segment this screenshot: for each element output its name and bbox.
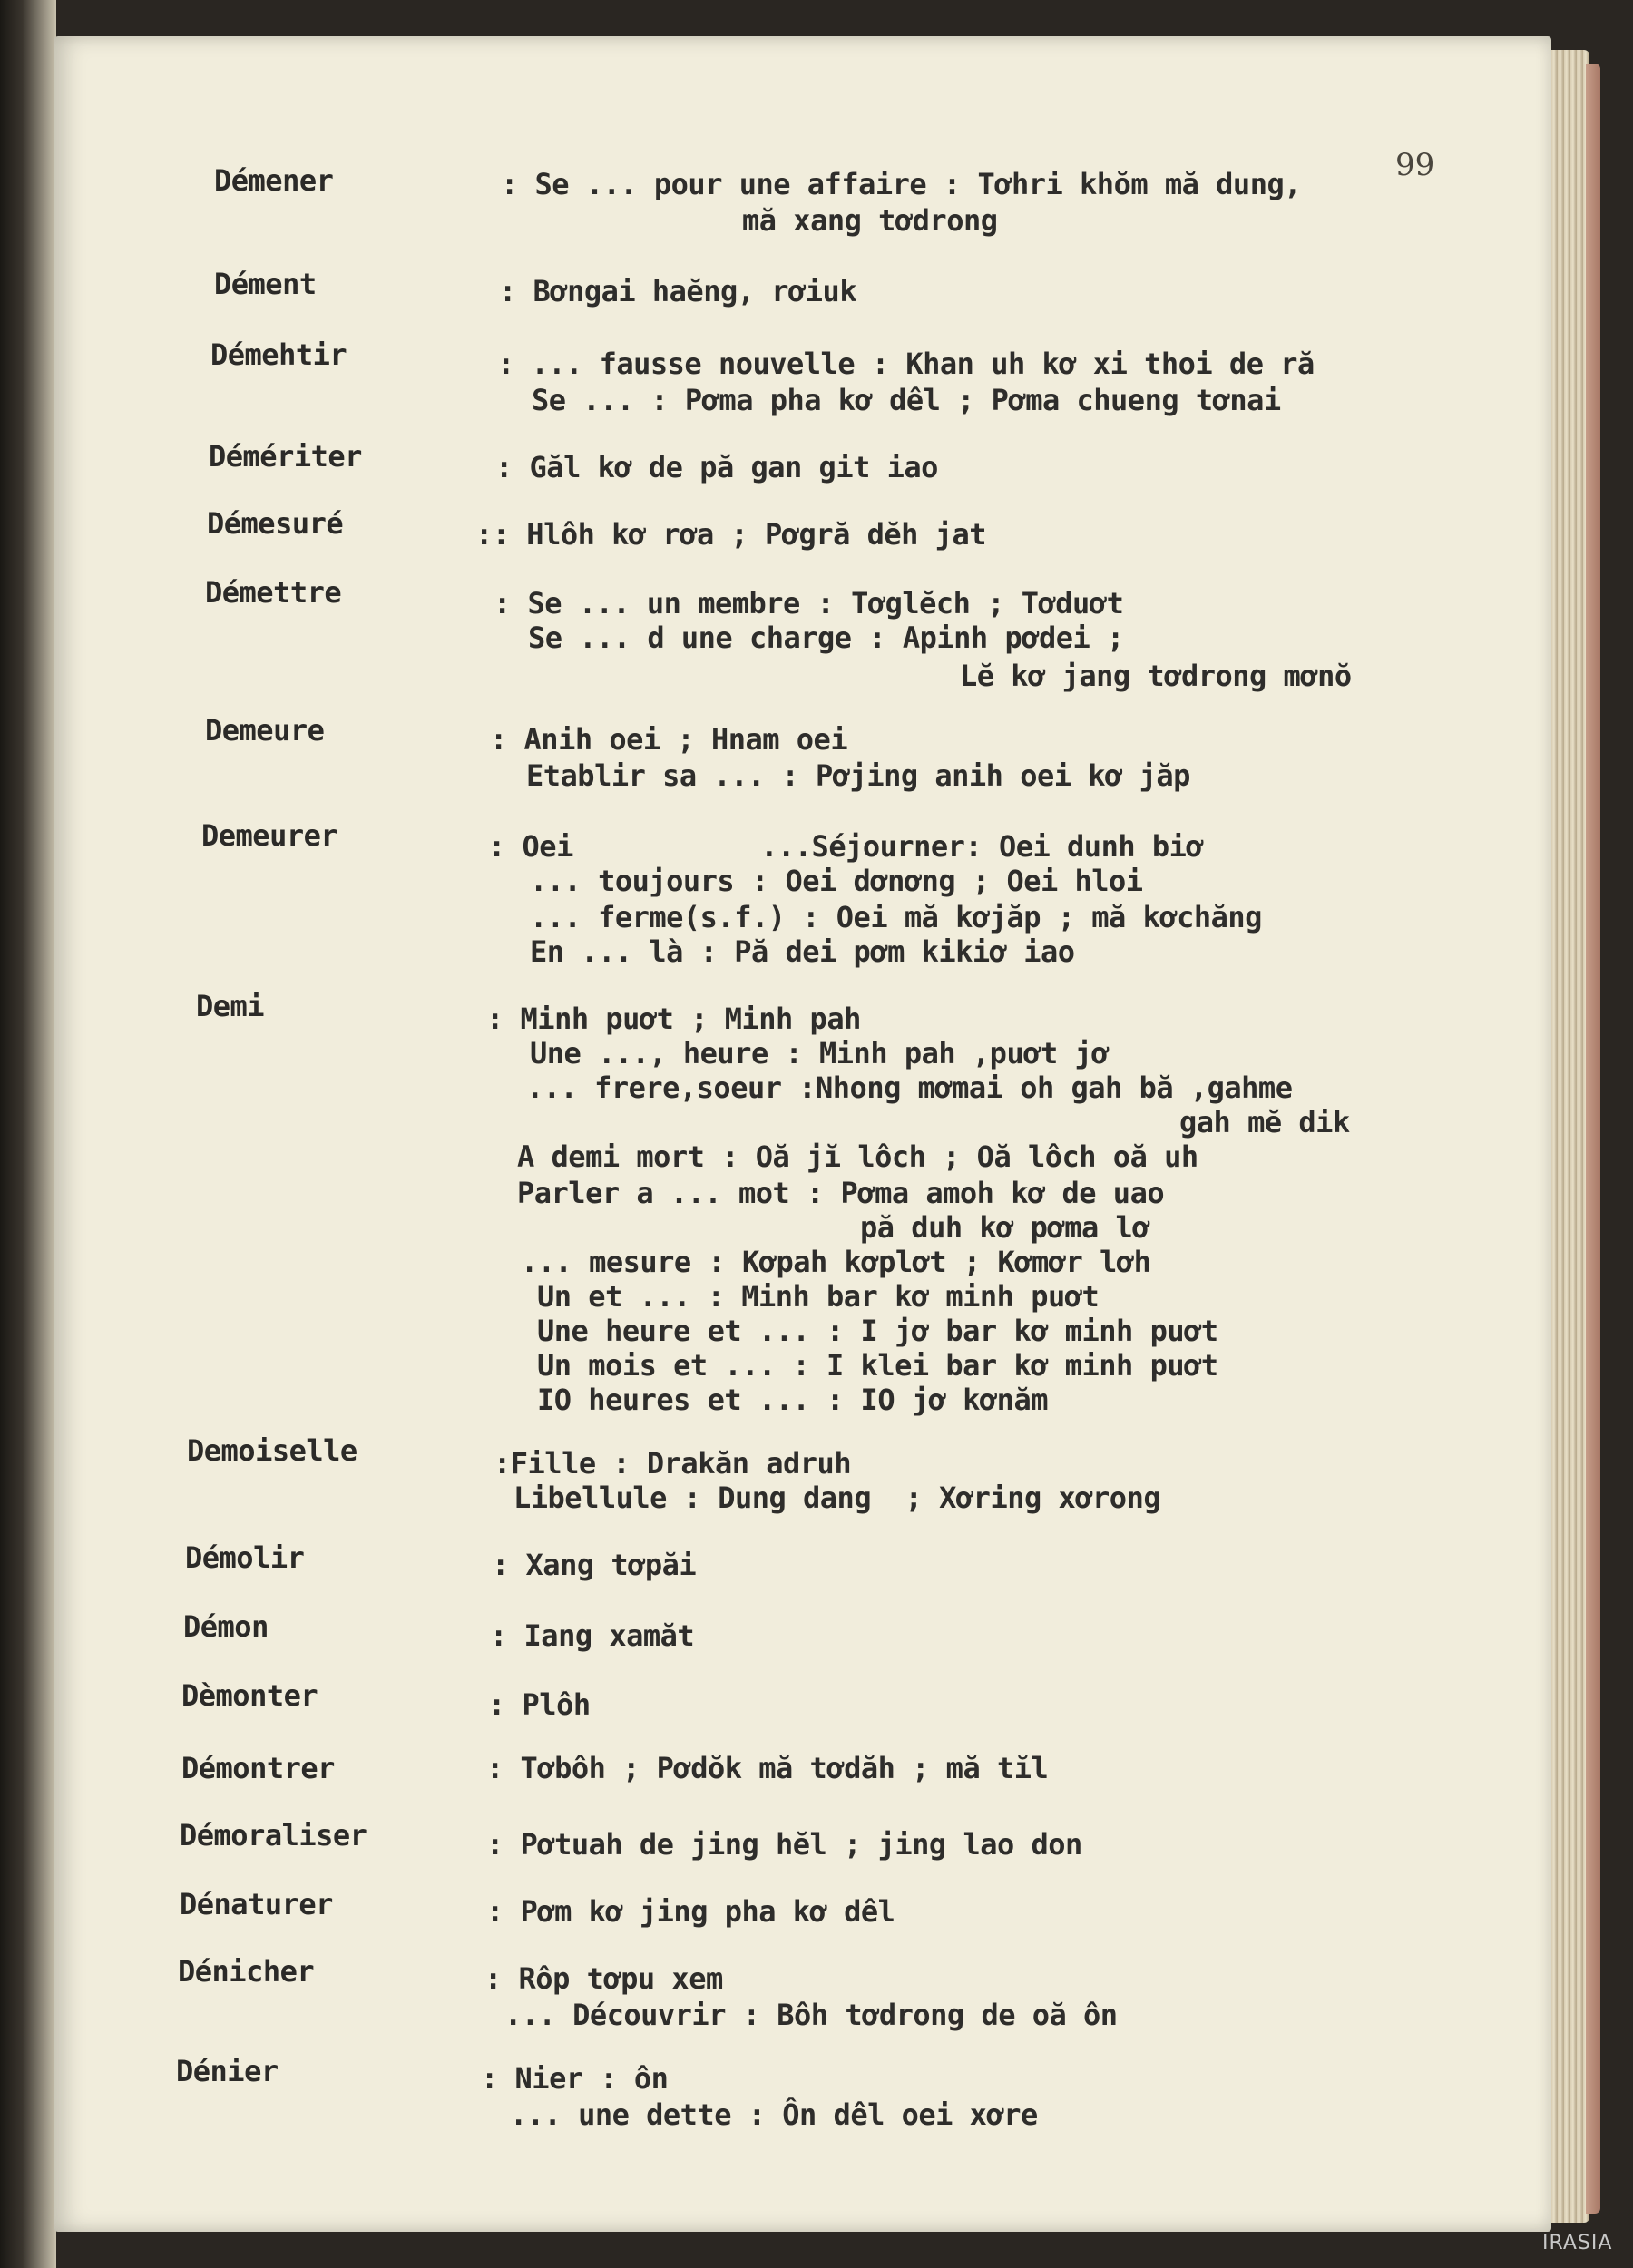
- page-edge-tint: [1586, 64, 1600, 2214]
- definition-line: : Nier : ôn: [481, 2061, 669, 2096]
- definition-line: IO heures et ... : IO jơ kơnăm: [537, 1383, 1048, 1417]
- page-edges: [1551, 50, 1589, 2223]
- headword: Démontrer: [181, 1751, 335, 1785]
- definition-line: :: Hlôh kơ rơa ; Pơgră dĕh jat: [475, 517, 986, 552]
- headword: Dénaturer: [180, 1887, 333, 1921]
- definition-line: : Pơm kơ jing pha kơ dêl: [486, 1894, 895, 1929]
- headword: Demoiselle: [187, 1433, 357, 1468]
- headword: Demi: [196, 989, 265, 1023]
- definition-line: ... ferme(s.f.) : Oei mă kơjăp ; mă kơchăng: [530, 900, 1262, 934]
- definition-line: Se ... : Pơma pha kơ dêl ; Pơma chueng tơnai: [532, 383, 1281, 417]
- headword: Démettre: [205, 575, 342, 610]
- headword: Dénier: [176, 2054, 279, 2088]
- definition-line: : Găl kơ de pă gan git iao: [495, 450, 938, 484]
- definition-line: ... une dette : Ôn dêl oei xơre: [510, 2097, 1038, 2132]
- definition-line: Lĕ kơ jang tơdrong mơnŏ: [960, 659, 1352, 693]
- definition-line: pă duh kơ pơma lơ: [860, 1210, 1150, 1245]
- definition-line: : Bơngai haĕng, rơiuk: [499, 274, 857, 308]
- definition-line: Se ... d une charge : Apinh pơdei ;: [528, 621, 1124, 655]
- page-number: 99: [1395, 147, 1435, 183]
- headword: Démon: [183, 1609, 269, 1644]
- definition-line: ... mesure : Kơpah kơplơt ; Kơmơr lơh: [521, 1245, 1151, 1279]
- headword: Démener: [214, 163, 334, 198]
- definition-line: ... frere,soeur :Nhong mơmai oh gah bă ,gahme: [526, 1070, 1293, 1105]
- headword: Démesuré: [207, 506, 344, 541]
- definition-line: Parler a ... mot : Pơma amoh kơ de uao: [517, 1176, 1165, 1210]
- definition-line: : Minh puơt ; Minh pah: [486, 1002, 861, 1036]
- definition-line: ... toujours : Oei dơnơng ; Oei hloi: [530, 864, 1143, 898]
- watermark: IRASIA: [1542, 2232, 1613, 2254]
- headword: Demeure: [205, 713, 325, 748]
- headword: Démolir: [185, 1540, 305, 1575]
- definition-line: En ... là : Pă dei pơm kikiơ iao: [530, 934, 1075, 969]
- headword: Démoraliser: [180, 1818, 367, 1853]
- definition-line: : Pơtuah de jing hĕl ; jing lao don: [486, 1827, 1082, 1862]
- definition-line: : Plôh: [488, 1687, 591, 1722]
- definition-line: Etablir sa ... : Pơjing anih oei kơ jăp: [526, 758, 1190, 793]
- definition-line: : Se ... pour une affaire : Tơhri khŏm mă dung,: [501, 167, 1301, 201]
- headword: Dénicher: [178, 1954, 315, 1989]
- headword: Dément: [214, 267, 317, 301]
- definition-line: : Se ... un membre : Tơglĕch ; Tơduơt: [494, 586, 1124, 621]
- headword: Dèmonter: [181, 1678, 318, 1713]
- book-binding-left: [0, 0, 56, 2268]
- definition-line: : ... fausse nouvelle : Khan uh kơ xi thoi de ră: [497, 347, 1315, 381]
- definition-line: : Iang xamăt: [490, 1618, 695, 1653]
- definition-line: Un et ... : Minh bar kơ minh puơt: [537, 1279, 1100, 1314]
- definition-line: : Rôp tơpu xem: [484, 1961, 723, 1996]
- definition-line: : Oei ...Séjourner: Oei dunh biơ: [488, 829, 1204, 864]
- definition-line: A demi mort : Oă jĭ lôch ; Oă lôch oă uh: [517, 1139, 1198, 1174]
- definition-line: : Anih oei ; Hnam oei: [490, 722, 848, 757]
- headword: Démériter: [209, 439, 362, 474]
- definition-line: Une heure et ... : I jơ bar kơ minh puơt: [537, 1314, 1218, 1348]
- definition-line: gah mĕ dik: [1179, 1105, 1350, 1139]
- definition-line: Un mois et ... : I klei bar kơ minh puơt: [537, 1348, 1218, 1383]
- definition-line: mă xang tơdrong: [742, 203, 998, 238]
- definition-line: Une ..., heure : Minh pah ,puơt jơ: [530, 1036, 1110, 1070]
- headword: Demeurer: [201, 818, 338, 853]
- headword: Démehtir: [210, 337, 347, 372]
- definition-line: ... Découvrir : Bôh tơdrong de oă ôn: [504, 1998, 1118, 2032]
- definition-line: :Fille : Drakăn adruh: [494, 1446, 852, 1481]
- definition-line: : Tơbôh ; Pơdŏk mă tơdăh ; mă tĭl: [486, 1751, 1049, 1785]
- definition-line: Libellule : Dung dang ; Xơring xơrong: [513, 1481, 1161, 1515]
- definition-line: : Xang tơpăi: [492, 1548, 697, 1582]
